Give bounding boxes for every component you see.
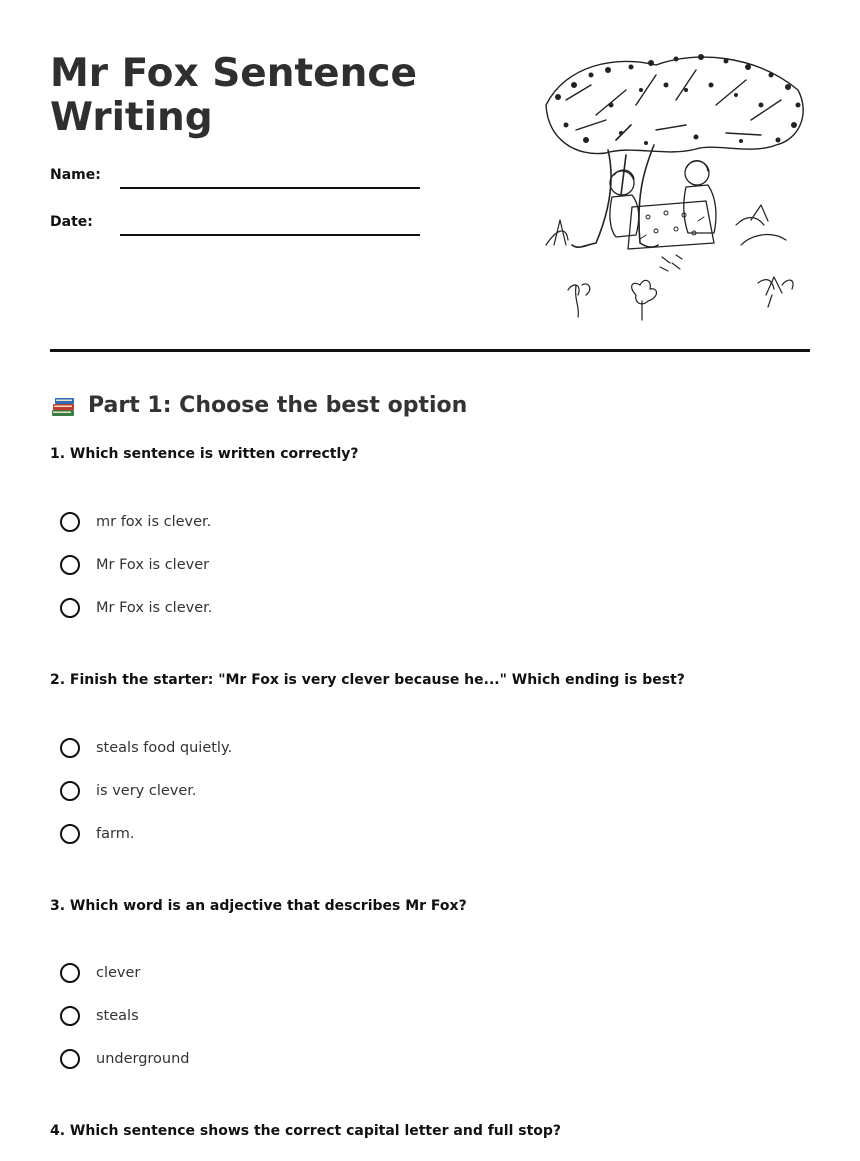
radio-button[interactable]	[60, 598, 80, 618]
worksheet-page	[50, 0, 810, 1139]
option-label: clever	[96, 965, 141, 981]
section-divider	[50, 349, 810, 352]
question-3: 3. Which word is an adjective that describes Mr Fox?	[50, 898, 467, 914]
radio-button[interactable]	[60, 738, 80, 758]
option-label: farm.	[96, 826, 135, 842]
name-field[interactable]	[50, 160, 420, 190]
radio-button[interactable]	[60, 824, 80, 844]
option-label: mr fox is clever.	[96, 514, 212, 530]
q3-option-2[interactable]	[60, 1003, 139, 1029]
option-label: underground	[96, 1051, 190, 1067]
part1-heading-text: Part 1: Choose the best option	[88, 392, 468, 418]
radio-button[interactable]	[60, 1049, 80, 1069]
q2-option-1[interactable]	[60, 735, 232, 761]
radio-button[interactable]	[60, 1006, 80, 1026]
q1-option-2[interactable]	[60, 552, 209, 578]
name-label: Name:	[50, 167, 101, 183]
option-label: is very clever.	[96, 783, 197, 799]
question-2: 2. Finish the starter: "Mr Fox is very clever because he..." Which ending is best?	[50, 672, 685, 688]
radio-button[interactable]	[60, 963, 80, 983]
q3-option-1[interactable]	[60, 960, 140, 986]
question-4: 4. Which sentence shows the correct capital letter and full stop?	[50, 1123, 562, 1139]
option-label: Mr Fox is clever.	[96, 600, 213, 616]
q1-option-1[interactable]	[60, 509, 211, 535]
books-icon	[50, 391, 78, 419]
option-label: Mr Fox is clever	[96, 557, 210, 573]
name-write-line[interactable]	[120, 187, 420, 189]
part1-heading	[50, 388, 467, 422]
q3-option-3[interactable]	[60, 1046, 190, 1072]
worksheet-header	[50, 0, 810, 352]
worksheet-title: Mr Fox Sentence Writing	[50, 51, 417, 140]
radio-button[interactable]	[60, 781, 80, 801]
q2-option-3[interactable]	[60, 821, 134, 847]
date-write-line[interactable]	[120, 234, 420, 236]
q1-option-3[interactable]	[60, 595, 212, 621]
date-label: Date:	[50, 214, 93, 230]
tree-with-children-illustration	[536, 45, 812, 330]
radio-button[interactable]	[60, 555, 80, 575]
question-1: 1. Which sentence is written correctly?	[50, 446, 359, 462]
radio-button[interactable]	[60, 512, 80, 532]
option-label: steals	[96, 1008, 139, 1024]
option-label: steals food quietly.	[96, 740, 233, 756]
q2-option-2[interactable]	[60, 778, 197, 804]
date-field[interactable]	[50, 207, 420, 237]
